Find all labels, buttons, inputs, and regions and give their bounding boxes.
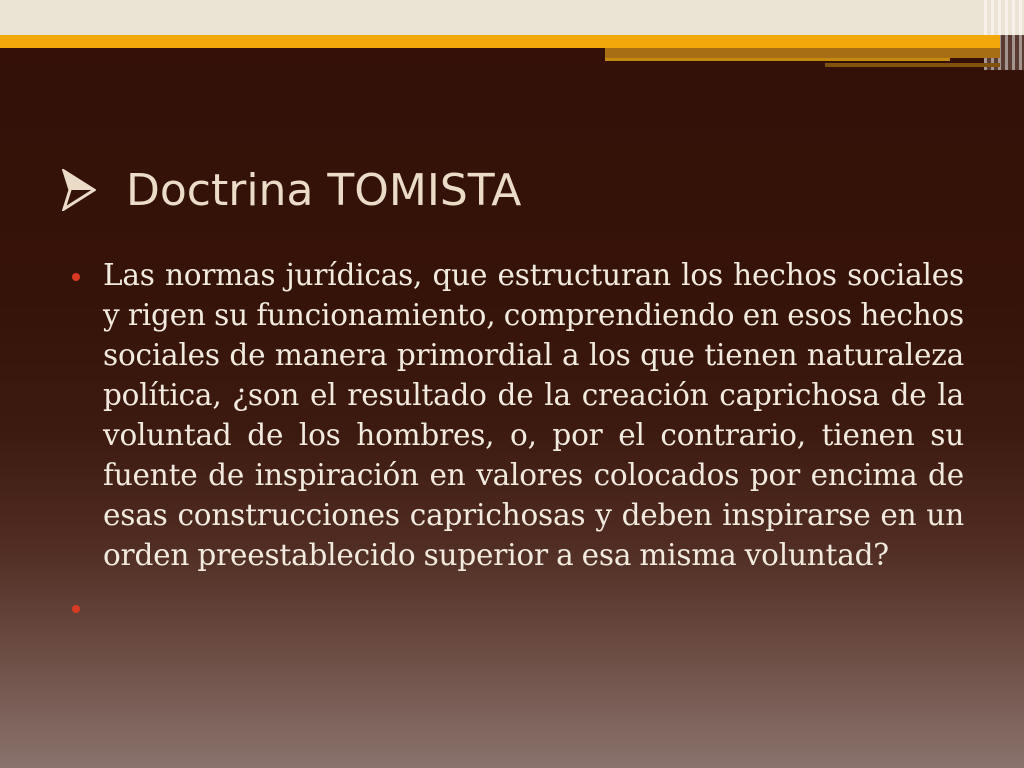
list-item-empty bbox=[72, 587, 964, 627]
thin-gold-stripe bbox=[605, 58, 950, 61]
dark-gold-stripe bbox=[605, 48, 1000, 58]
list-item bbox=[72, 255, 964, 575]
slide-title-text: Doctrina TOMISTA bbox=[126, 164, 522, 216]
bullet-paragraph: Las normas jurídicas, que estructuran los hechos sociales y rigen su funcionamiento, comprendiendo en esos hechos sociales de manera primordial a los que tienen naturaleza política, ¿son el resultado de la creación caprichosa de la voluntad de los hombres, o, por el contrario, tienen su fuente de inspiración en valores colocados por encima de esas construcciones caprichosas y deben inspirarse en un orden preestablecido superior a esa misma voluntad? bbox=[103, 258, 964, 572]
gold-stripe-tail bbox=[825, 63, 1000, 67]
bullet-dot bbox=[72, 273, 80, 281]
gold-stripe bbox=[0, 35, 1000, 48]
arrowhead-bullet-icon bbox=[62, 169, 96, 211]
bullet-list bbox=[72, 255, 964, 627]
slide-title bbox=[62, 160, 521, 220]
bullet-dot bbox=[72, 605, 80, 613]
top-decorative-band bbox=[0, 0, 1024, 35]
